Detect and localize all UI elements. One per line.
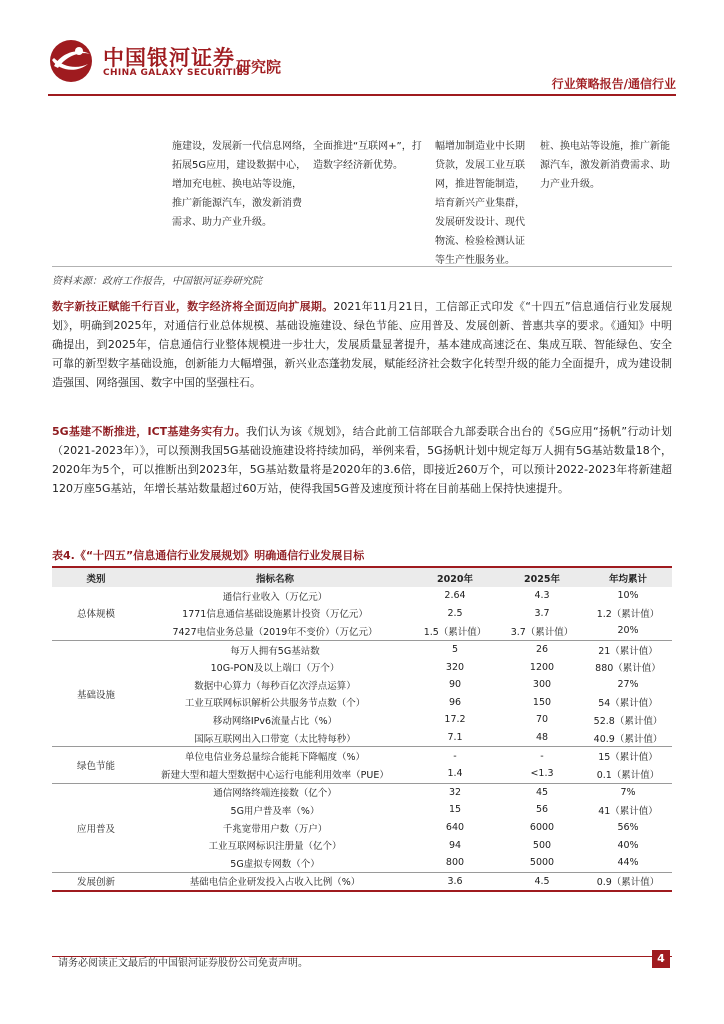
- category-cell: 基础设施: [52, 640, 140, 747]
- column-header: 年均累计: [584, 567, 672, 587]
- indicator-cell: 5G虚拟专网数（个）: [140, 854, 410, 872]
- cell-line: 全面推进“互联网+”，打: [313, 141, 422, 152]
- column-header: 2020年: [410, 567, 500, 587]
- annual-cell: 0.1（累计值）: [584, 765, 672, 783]
- cell-line: 幅增加制造业中长期: [435, 141, 525, 152]
- value-2025-cell: 3.7: [534, 607, 550, 619]
- annual-cell: 20%: [584, 622, 672, 640]
- continued-table: [52, 132, 672, 267]
- table-header-row: [52, 567, 672, 587]
- value-2025-cell: 300: [532, 679, 552, 691]
- table-row: [52, 872, 672, 891]
- footer-disclaimer: 请务必阅读正文最后的中国银河证券股份公司免责声明。: [58, 958, 308, 969]
- brand-name-cn: 中国银河证券: [103, 46, 235, 70]
- annual-cell: 0.9（累计值）: [584, 872, 672, 891]
- value-2025-cell: 5000: [500, 854, 584, 872]
- table-row: [52, 747, 672, 765]
- value-2020-cell: 1.4: [410, 765, 500, 783]
- category-cell: 应用普及: [52, 783, 140, 872]
- cell-line: 物流、检验检测认证: [435, 236, 525, 247]
- value-2025-cell: 48: [500, 729, 584, 747]
- value-2020-cell: 1.5（累计值）: [410, 622, 500, 640]
- indicator-cell: 通信网络终端连接数（亿个）: [213, 788, 337, 800]
- annual-cell: 41（累计值）: [598, 805, 658, 817]
- value-2020-cell: 2.64: [444, 590, 466, 602]
- value-2020-cell: -: [453, 750, 457, 762]
- indicator-cell: 7427电信业务总量（2019年不变价）（万亿元）: [140, 622, 410, 640]
- annual-cell: 21（累计值）: [598, 645, 658, 657]
- annual-cell: 52.8（累计值）: [593, 715, 663, 727]
- table-row: [52, 658, 672, 676]
- annual-cell: 7%: [620, 786, 636, 798]
- value-2025-cell: -: [540, 750, 544, 762]
- value-2025-cell: 3.7（累计值）: [500, 622, 584, 640]
- column-header: 类别: [52, 567, 140, 587]
- paragraph-5g-infrastructure: [52, 422, 672, 498]
- indicator-cell: 新建大型和超大型数据中心运行电能利用效率（PUE）: [140, 765, 410, 783]
- continued-col-1: [172, 137, 312, 232]
- annual-cell: 54（累计值）: [598, 698, 658, 710]
- page-number: 4: [652, 950, 670, 968]
- report-type: 行业策略报告/通信行业: [551, 77, 676, 91]
- table-title: 表4.《“十四五”信息通信行业发展规划》明确通信行业发展目标: [52, 549, 365, 562]
- table-row: [52, 729, 672, 747]
- value-2020-cell: 640: [445, 822, 465, 834]
- annual-cell: 15（累计值）: [598, 752, 658, 764]
- indicator-cell: 国际互联网出入口带宽（太比特每秒）: [140, 729, 410, 747]
- value-2025-cell: <1.3: [500, 765, 584, 783]
- cell-line: 拓展5G应用，建设数据中心，: [172, 160, 307, 171]
- value-2025-cell: 150: [532, 696, 552, 708]
- indicator-cell: 通信行业收入（万亿元）: [222, 591, 328, 603]
- value-2025-cell: 500: [532, 839, 552, 851]
- indicator-cell: 每万人拥有5G基站数: [230, 645, 320, 657]
- cell-line: 推广新能源汽车，激发新消费: [172, 198, 302, 209]
- cell-line: 需求、助力产业升级。: [172, 217, 272, 228]
- cell-line: 力产业升级。: [540, 179, 600, 190]
- table-row: [52, 694, 672, 712]
- table-row: [52, 676, 672, 694]
- indicator-cell: 5G用户普及率（%）: [230, 805, 320, 817]
- value-2025-cell: 4.3: [534, 590, 550, 602]
- table-row: [52, 854, 672, 872]
- cell-line: 培育新兴产业集群，: [435, 198, 525, 209]
- brand-name-en: CHINA GALAXY SECURITIES: [103, 68, 250, 78]
- continued-col-2: [313, 137, 422, 175]
- paragraph-body: 我们认为该《规划》，结合此前工信部联合九部委联合出台的《5G应用“扬帆”行动计划（2021-2023年）》，可以预测我国5G基础设施建设将持续加码，举例来看，5G扬帆计划中规定每万人拥有5G基站数量18个，2020年为5个，可以推断出到2023年，5G基站数量将是2020年的3.6倍，即接近260万个，可以预计2022-2023年将新建超120万座5G基站，年增长基站数量超过60万站，使得我国5G普及速度预计将在目前基础上保持快速提升。: [52, 425, 672, 495]
- value-2025-cell: 6000: [529, 822, 555, 834]
- indicator-cell: 千兆宽带用户数（万户）: [222, 823, 328, 835]
- cell-line: 网，推进智能制造，: [435, 179, 525, 190]
- paragraph-digital-economy: [52, 297, 672, 392]
- continued-col-4: [540, 137, 670, 194]
- source-note: 资料来源：政府工作报告，中国银河证券研究院: [52, 276, 262, 287]
- table-row: [52, 711, 672, 729]
- annual-cell: 1.2（累计值）: [596, 609, 660, 621]
- category-cell: 发展创新: [52, 872, 140, 891]
- page-header: [0, 0, 724, 100]
- table-row: [52, 587, 672, 605]
- category-cell: 总体规模: [52, 587, 140, 640]
- value-2020-cell: 15: [448, 804, 462, 816]
- indicator-cell: 基础电信企业研发投入占收入比例（%）: [140, 872, 410, 891]
- indicator-cell: 1771信息通信基础设施累计投资（万亿元）: [182, 609, 368, 621]
- value-2020-cell: 7.1: [410, 729, 500, 747]
- value-2020-cell: 90: [448, 679, 462, 691]
- value-2020-cell: 96: [448, 696, 462, 708]
- indicator-cell: 移动网络IPv6流量占比（%）: [212, 715, 338, 727]
- paragraph-lead: 数字新技正赋能千行百业，数字经济将全面迈向扩展期。: [52, 300, 334, 313]
- annual-cell: 44%: [584, 854, 672, 872]
- value-2025-cell: 4.5: [500, 872, 584, 891]
- table-row: [52, 765, 672, 783]
- indicator-cell: 数据中心算力（每秒百亿次浮点运算）: [194, 680, 356, 692]
- brand-department: 研究院: [236, 58, 282, 76]
- cell-line: 等生产性服务业。: [435, 255, 515, 266]
- value-2020-cell: 320: [445, 661, 465, 673]
- paragraph-lead: 5G基建不断推进，ICT基建务实有力。: [52, 425, 246, 438]
- continued-col-3: [435, 137, 525, 270]
- cell-line: 造数字经济新优势。: [313, 160, 403, 171]
- annual-cell: 40.9（累计值）: [584, 729, 672, 747]
- cell-line: 增加充电桩、换电站等设施，: [172, 179, 302, 190]
- indicator-cell: 10G-PON及以上端口（万个）: [210, 663, 340, 675]
- value-2025-cell: 26: [535, 644, 549, 656]
- indicator-cell: 单位电信业务总量综合能耗下降幅度（%）: [184, 752, 366, 764]
- annual-cell: 27%: [617, 679, 639, 691]
- table-row: [52, 605, 672, 623]
- cell-line: 贷款，发展工业互联: [435, 160, 525, 171]
- table-row: [52, 783, 672, 801]
- table-row: [52, 622, 672, 640]
- column-header: 2025年: [500, 567, 584, 587]
- cell-line: 桩、换电站等设施，推广新能: [540, 141, 670, 152]
- value-2020-cell: 17.2: [444, 714, 466, 726]
- annual-cell: 56%: [617, 822, 639, 834]
- annual-cell: 880（累计值）: [595, 663, 661, 675]
- header-divider: [48, 94, 676, 96]
- value-2020-cell: 2.5: [447, 607, 463, 619]
- table-row: [52, 819, 672, 837]
- table-row: [52, 801, 672, 819]
- value-2025-cell: 1200: [529, 661, 555, 673]
- value-2020-cell: 94: [448, 839, 462, 851]
- value-2020-cell: 5: [451, 644, 459, 656]
- table-row: [52, 640, 672, 658]
- annual-cell: 10%: [617, 590, 639, 602]
- galaxy-logo-icon: [48, 38, 94, 84]
- targets-table: [52, 566, 672, 892]
- value-2020-cell: 800: [410, 854, 500, 872]
- paragraph-body: 2021年11月21日，工信部正式印发《“十四五”信息通信行业发展规划》，明确到2025年，对通信行业总体规模、基础设施建设、绿色节能、应用普及、发展创新、普惠共享的要求。《通知》中明确提出，到2025年，信息通信行业整体规模进一步壮大，发展质量显著提升，基本建成高速泛在、集成互联、智能绿色、安全可靠的新型数字基础设施，创新能力大幅增强，新兴业态蓬勃发展，赋能经济社会数字化转型升级的能力全面提升，成为建设制造强国、网络强国、数字中国的坚强柱石。: [52, 300, 672, 389]
- cell-line: 施建设，发展新一代信息网络，: [172, 141, 312, 152]
- cell-line: 发展研发设计、现代: [435, 217, 525, 228]
- indicator-cell: 工业互联网标识解析公共服务节点数（个）: [184, 698, 366, 710]
- category-cell: 绿色节能: [52, 747, 140, 783]
- value-2025-cell: 56: [535, 804, 549, 816]
- value-2020-cell: 3.6: [410, 872, 500, 891]
- annual-cell: 40%: [617, 839, 639, 851]
- indicator-cell: 工业互联网标识注册量（亿个）: [208, 841, 342, 853]
- cell-line: 源汽车，激发新消费需求、助: [540, 160, 670, 171]
- column-header: 指标名称: [140, 567, 410, 587]
- value-2025-cell: 45: [535, 786, 549, 798]
- value-2020-cell: 32: [448, 786, 462, 798]
- table-row: [52, 836, 672, 854]
- value-2025-cell: 70: [535, 714, 549, 726]
